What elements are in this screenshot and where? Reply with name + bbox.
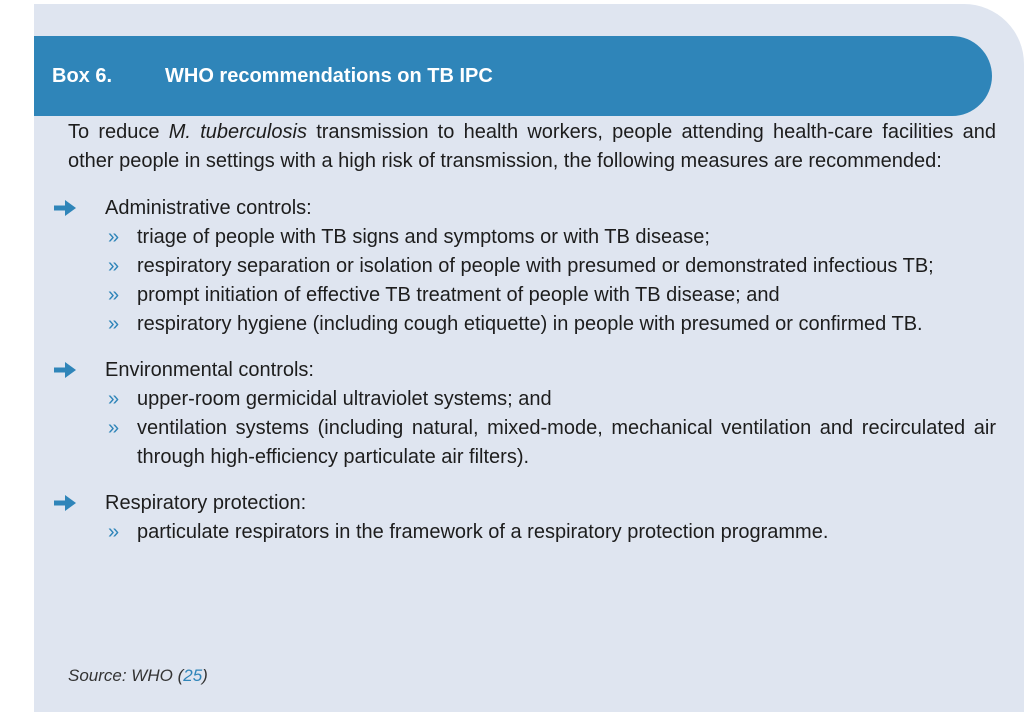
arrow-right-icon (54, 194, 78, 223)
list-item-text: triage of people with TB signs and symptoms or with TB disease; (137, 226, 710, 248)
list-item-text: respiratory separation or isolation of people with presumed or demonstrated infectious TB; (137, 255, 934, 277)
group-administrative-controls (68, 194, 996, 339)
bullet-marker: » (108, 388, 120, 410)
bullet-marker: » (108, 226, 120, 248)
list-item (68, 385, 996, 414)
bullet-marker: » (108, 313, 120, 335)
source-close: ) (202, 666, 208, 685)
list-item-text: particulate respirators in the framework of a respiratory protection programme. (137, 521, 829, 543)
box-number: Box 6. (52, 64, 113, 87)
bullet-marker: » (108, 284, 120, 306)
intro-text-end: transmission to health workers, people attending health-care facilities and other people in settings with a high risk of transmission, the following measures are recommended: (68, 121, 997, 172)
list-item (68, 310, 996, 339)
group-heading: Environmental controls: (105, 359, 314, 381)
intro-organism-name: M. tuberculosis (168, 121, 307, 143)
list-item-text: upper-room germicidal ultraviolet systems; and (137, 388, 552, 410)
box-title: WHO recommendations on TB IPC (165, 64, 493, 87)
list-item (68, 252, 996, 281)
intro-paragraph (68, 118, 996, 176)
bullet-marker: » (108, 255, 120, 277)
group-heading: Administrative controls: (105, 197, 312, 219)
bullet-marker: » (108, 417, 120, 439)
group-item-list (68, 223, 996, 339)
group-item-list (68, 385, 996, 472)
list-item (68, 414, 996, 472)
list-item (68, 281, 996, 310)
list-item (68, 223, 996, 252)
group-respiratory-protection (68, 489, 996, 547)
arrow-right-icon (54, 356, 78, 385)
group-item-list (68, 518, 996, 547)
box-header-banner (34, 36, 992, 116)
group-heading: Respiratory protection: (105, 492, 307, 514)
arrow-right-icon (54, 489, 78, 518)
list-item (68, 518, 996, 547)
source-citation (68, 666, 208, 686)
list-item-text: ventilation systems (including natural, mixed-mode, mechanical ventilation and recirculated air through high-efficiency particulate air filters). (137, 417, 996, 468)
group-environmental-controls (68, 356, 996, 472)
box-content (68, 118, 996, 547)
list-item-text: prompt initiation of effective TB treatment of people with TB disease; and (137, 284, 780, 306)
reference-link[interactable]: 25 (183, 666, 203, 685)
bullet-marker: » (108, 521, 120, 543)
source-label: Source: WHO ( (68, 666, 184, 685)
list-item-text: respiratory hygiene (including cough etiquette) in people with presumed or confirmed TB. (137, 313, 923, 335)
intro-text-start: To reduce (68, 121, 169, 143)
